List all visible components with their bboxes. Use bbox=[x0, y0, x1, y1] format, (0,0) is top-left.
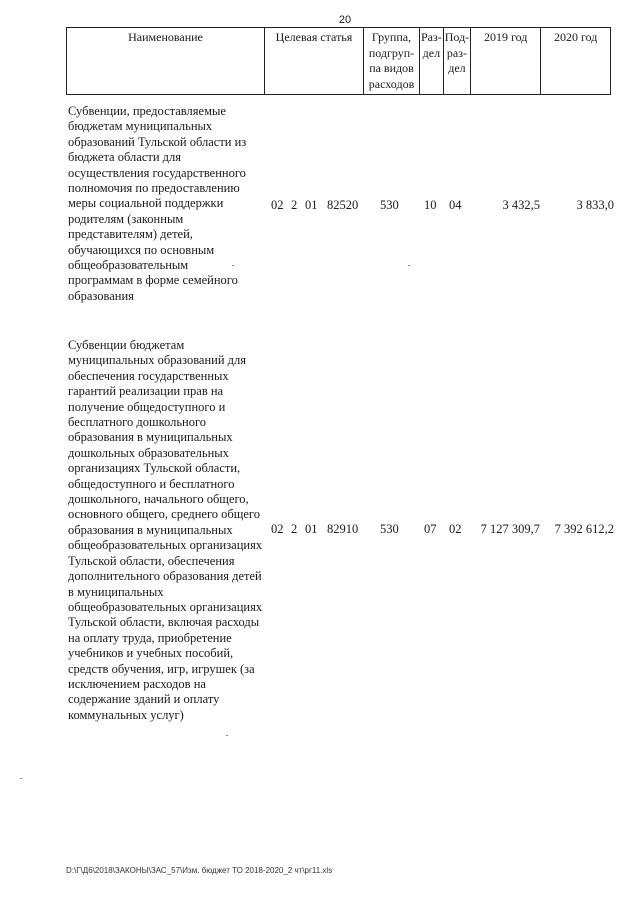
header-2019: 2019 год bbox=[471, 28, 541, 95]
row-name-line: общеобразовательным bbox=[68, 258, 189, 273]
header-expense-group: Группа, подгруп- па видов расходов bbox=[364, 28, 420, 95]
row-name-line: родителям (законным bbox=[68, 211, 184, 226]
row-name bbox=[68, 338, 268, 723]
scan-speck bbox=[20, 778, 22, 779]
row-name-line: Тульской области, включая расходы bbox=[68, 615, 260, 630]
amount-2019: 3 432,5 bbox=[502, 198, 540, 212]
subsection: 04 bbox=[449, 198, 462, 212]
expense-group: 530 bbox=[380, 522, 399, 536]
row-name bbox=[68, 104, 268, 304]
code-direction: 82520 bbox=[327, 198, 359, 212]
amount-2019: 7 127 309,7 bbox=[480, 522, 540, 536]
section: 07 bbox=[424, 522, 437, 536]
code-event: 01 bbox=[305, 198, 318, 212]
row-name-line: общеобразовательных организациях bbox=[68, 538, 263, 553]
row-name-line: обеспечения государственных bbox=[68, 368, 229, 383]
section: 10 bbox=[424, 198, 437, 212]
code-event: 01 bbox=[305, 522, 318, 536]
amount-2020: 3 833,0 bbox=[576, 198, 614, 212]
subsection: 02 bbox=[449, 522, 462, 536]
code-subprogram: 2 bbox=[291, 198, 298, 212]
scan-speck bbox=[408, 265, 410, 266]
row-name-line: Тульской области, обеспечения bbox=[68, 553, 235, 568]
header-2020: 2020 год bbox=[541, 28, 611, 95]
row-name-line: образования в муниципальных bbox=[68, 430, 233, 445]
amount-2020: 7 392 612,2 bbox=[554, 522, 614, 536]
row-name-line: бесплатного дошкольного bbox=[68, 415, 207, 430]
row-name-line: на оплату труда, приобретение bbox=[68, 630, 232, 645]
scan-speck bbox=[232, 265, 234, 266]
row-name-line: получение общедоступного и bbox=[68, 399, 226, 414]
row-name-line: обучающихся по основным bbox=[68, 242, 215, 257]
row-name-line: образования в муниципальных bbox=[68, 522, 233, 537]
row-name-line: основного общего, среднего общего bbox=[68, 507, 260, 522]
header-name: Наименование bbox=[67, 28, 265, 95]
row-name-line: полномочия по предоставлению bbox=[68, 181, 240, 196]
row-name-line: учебников и учебных пособий, bbox=[68, 646, 234, 661]
row-name-line: содержание зданий и оплату bbox=[68, 692, 220, 707]
row-name-line: гарантий реализации прав на bbox=[68, 384, 224, 399]
row-name-line: образования bbox=[68, 288, 134, 303]
header-subsection: Под- раз- дел bbox=[443, 28, 470, 95]
row-name-line: представителям) детей, bbox=[68, 227, 193, 242]
row-name-line: программам в форме семейного bbox=[68, 273, 238, 288]
row-name-line: в муниципальных bbox=[68, 584, 164, 599]
row-name-line: дополнительного образования детей bbox=[68, 569, 262, 584]
row-name-line: дошкольного, начального общего, bbox=[68, 492, 249, 507]
row-name-line: Субвенции, предоставляемые bbox=[68, 104, 226, 118]
row-name-line: общеобразовательных организациях bbox=[68, 599, 263, 614]
row-name-line: общедоступного и бесплатного bbox=[68, 476, 235, 491]
code-direction: 82910 bbox=[327, 522, 359, 536]
row-name-line: дошкольных образовательных bbox=[68, 445, 229, 460]
header-section: Раз- дел bbox=[420, 28, 444, 95]
expense-group: 530 bbox=[380, 198, 399, 212]
row-name-line: осуществления государственного bbox=[68, 165, 246, 180]
row-name-line: Субвенции бюджетам bbox=[68, 338, 185, 352]
row-name-line: организациях Тульской области, bbox=[68, 461, 241, 476]
scan-speck bbox=[226, 735, 228, 736]
row-name-line: средств обучения, игр, игрушек (за bbox=[68, 661, 255, 676]
row-name-line: бюджетам муниципальных bbox=[68, 119, 213, 134]
code-program: 02 bbox=[271, 198, 284, 212]
row-name-line: коммунальных услуг) bbox=[68, 707, 184, 722]
table-header bbox=[66, 27, 611, 95]
row-name-line: меры социальной поддержки bbox=[68, 196, 224, 211]
file-path-footer: D:\Г\Д6\2018\ЗАКОНЫ\ЗАС_57\Изм. бюджет ТО 2018-2020_2 чт\рг11.xls bbox=[66, 866, 333, 875]
row-name-line: исключением расходов на bbox=[68, 676, 206, 691]
row-name-line: образований Тульской области из bbox=[68, 134, 247, 149]
row-name-line: муниципальных образований для bbox=[68, 353, 247, 368]
code-program: 02 bbox=[271, 522, 284, 536]
header-target-article: Целевая статья bbox=[265, 28, 364, 95]
row-name-line: бюджета области для bbox=[68, 150, 181, 165]
page-number: 20 bbox=[338, 14, 352, 26]
code-subprogram: 2 bbox=[291, 522, 298, 536]
